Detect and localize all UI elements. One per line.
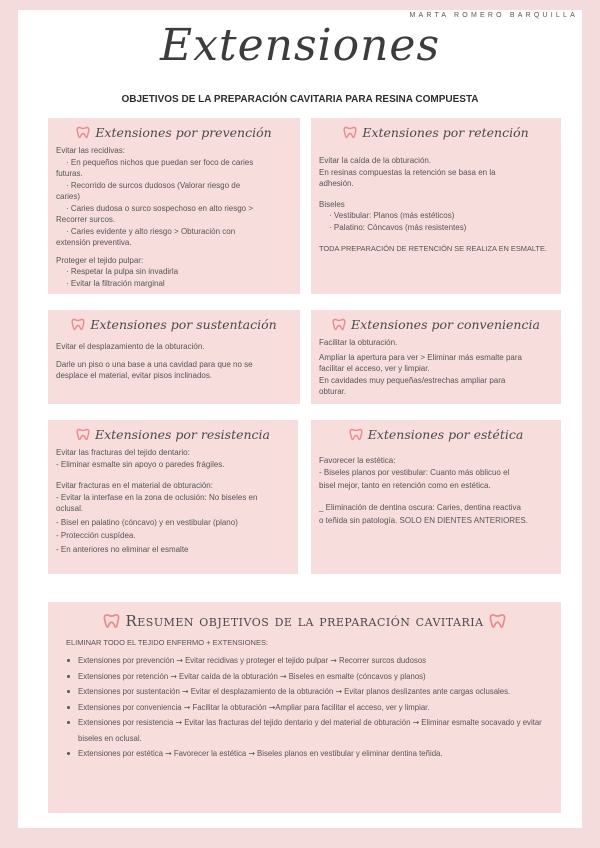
text-line: o teñida sin patología. SOLO EN DIENTES ANTERIORES. (319, 516, 528, 525)
text-line: · Palatino: Cóncavos (más resistentes) (329, 222, 467, 232)
text-line: - Evitar la interfase en la zona de oclusión: No biseles en (56, 492, 258, 502)
text-line: desplace el material, evitar pisos inclinados. (56, 371, 213, 380)
text-line: Favorecer la estética: (319, 456, 396, 465)
card-resistencia (48, 420, 298, 574)
author-name: MARTA ROMERO BARQUILLA (409, 12, 578, 19)
text-line: · Caries evidente y alto riesgo > Obturación con (66, 226, 236, 236)
text-line: · Recorrido de surcos dudosos (Valorar riesgo de (66, 180, 241, 190)
text-line: Evitar las recidivas: (56, 146, 125, 155)
text-line: - Protección cuspídea. (56, 531, 136, 540)
text-line: - En anteriores no eliminar el esmalte (56, 544, 189, 554)
list-item: Extensiones por prevención ➞ Evitar recidivas y proteger el tejido pulpar ➞ Recorrer surcos dudosos (64, 653, 545, 669)
card-header (319, 318, 553, 331)
text-line: En cavidades muy pequeñas/estrechas ampliar para (319, 375, 506, 385)
text-line: bisel mejor, tanto en retención como en estética. (319, 481, 491, 490)
card-conveniencia (311, 310, 561, 404)
text-line: caries) (56, 192, 81, 201)
summary-header (64, 612, 545, 630)
card-title: Extensiones por estética (367, 426, 524, 442)
tooth-icon (76, 428, 90, 441)
card-title: Extensiones por retención (362, 124, 529, 140)
text-line: extensión preventiva. (56, 238, 132, 247)
summary-list (64, 653, 545, 762)
text-line: TODA PREPARACIÓN DE RETENCIÓN SE REALIZA EN ESMALTE. (319, 244, 547, 253)
list-item: Extensiones por retención ➞ Evitar caída de la obturación ➞ Biseles en esmalte (cóncavos y planos) (64, 669, 545, 685)
text-line: Evitar las fracturas del tejido dentario: (56, 448, 190, 457)
text-line: Evitar fracturas en el material de obturación: (56, 481, 213, 490)
text-line: · En pequeños nichos que puedan ser foco de caries (66, 157, 254, 167)
text-line: oclusal. (56, 504, 84, 513)
page-subtitle: OBJETIVOS DE LA PREPARACIÓN CAVITARIA PARA RESINA COMPUESTA (121, 94, 479, 105)
text-line: Recorrer surcos. (56, 215, 116, 224)
card-header (56, 318, 292, 331)
card-sustentacion (48, 310, 300, 404)
list-item: Extensiones por sustentación ➞ Evitar el desplazamiento de la obturación ➞ Evitar planos deslizantes ante cargas oclusales. (64, 684, 545, 700)
text-line: facilitar el acceso, ver y limpiar. (319, 364, 430, 373)
summary-card (48, 602, 561, 813)
card-header (56, 428, 290, 441)
summary-intro: ELIMINAR TODO EL TEJIDO ENFERMO + EXTENSIONES: (66, 638, 269, 647)
text-line: En resinas compuestas la retención se basa en la (319, 167, 496, 177)
tooth-icon (332, 318, 346, 331)
text-line: Evitar el desplazamiento de la obturación. (56, 342, 205, 351)
list-item: Extensiones por estética ➞ Favorecer la estética ➞ Biseles planos en vestibular y eliminar dentina teñida. (64, 746, 545, 762)
card-estetica (311, 420, 561, 574)
card-header (319, 428, 553, 441)
card-header (56, 126, 292, 139)
text-line: - Bisel en palatino (cóncavo) y en vestibular (plano) (56, 517, 238, 527)
text-line: obturar. (319, 387, 347, 396)
list-item: Extensiones por resistencia ➞ Evitar las fracturas del tejido dentario y del material de obturación ➞ Eliminar esmalte socavado y evitar biseles en oclusal. (64, 715, 545, 746)
text-line: Facilitar la obturación. (319, 338, 398, 347)
text-line: Evitar la caída de la obturación. (319, 156, 432, 165)
text-line: · Vestibular: Planos (más estéticos) (329, 211, 455, 220)
tooth-icon (343, 126, 357, 139)
card-header (319, 126, 553, 139)
tooth-icon (71, 318, 85, 331)
card-retencion (311, 118, 561, 294)
page-title: Extensiones (159, 20, 441, 71)
text-line: · Caries dudosa o surco sospechoso en alto riesgo > (66, 203, 253, 213)
tooth-icon (76, 126, 90, 139)
text-line: futuras. (56, 169, 83, 178)
text-line: _ Eliminación de dentina oscura: Caries, dentina reactiva (319, 502, 521, 512)
summary-title: Resumen objetivos de la preparación cavitaria (125, 612, 484, 630)
tooth-icon (349, 428, 363, 441)
tooth-icon (489, 613, 506, 629)
list-item: Extensiones por conveniencia ➞ Facilitar la obturación ➞Ampliar para facilitar el acceso, ver y limpiar. (64, 700, 545, 716)
tooth-icon (103, 613, 120, 629)
text-line: adhesión. (319, 179, 354, 188)
text-line: · Evitar la filtración marginal (66, 278, 165, 288)
text-line: Proteger el tejido pulpar: (56, 255, 144, 265)
text-line: Darle un piso o una base a una cavidad para que no se (56, 359, 253, 369)
text-line: · Respetar la pulpa sin invadirla (66, 267, 179, 276)
text-line: Ampliar la apertura para ver > Eliminar más esmalte para (319, 352, 522, 362)
text-line: Biseles (319, 199, 345, 209)
card-title: Extensiones por prevención (95, 124, 272, 140)
text-line: - Biseles planos por vestibular: Cuanto más oblicuo el (319, 467, 510, 477)
card-prevencion (48, 118, 300, 294)
card-title: Extensiones por resistencia (94, 426, 271, 442)
card-title: Extensiones por sustentación (90, 316, 277, 332)
text-line: - Eliminar esmalte sin apoyo o paredes frágiles. (56, 459, 225, 469)
card-title: Extensiones por conveniencia (351, 316, 540, 332)
